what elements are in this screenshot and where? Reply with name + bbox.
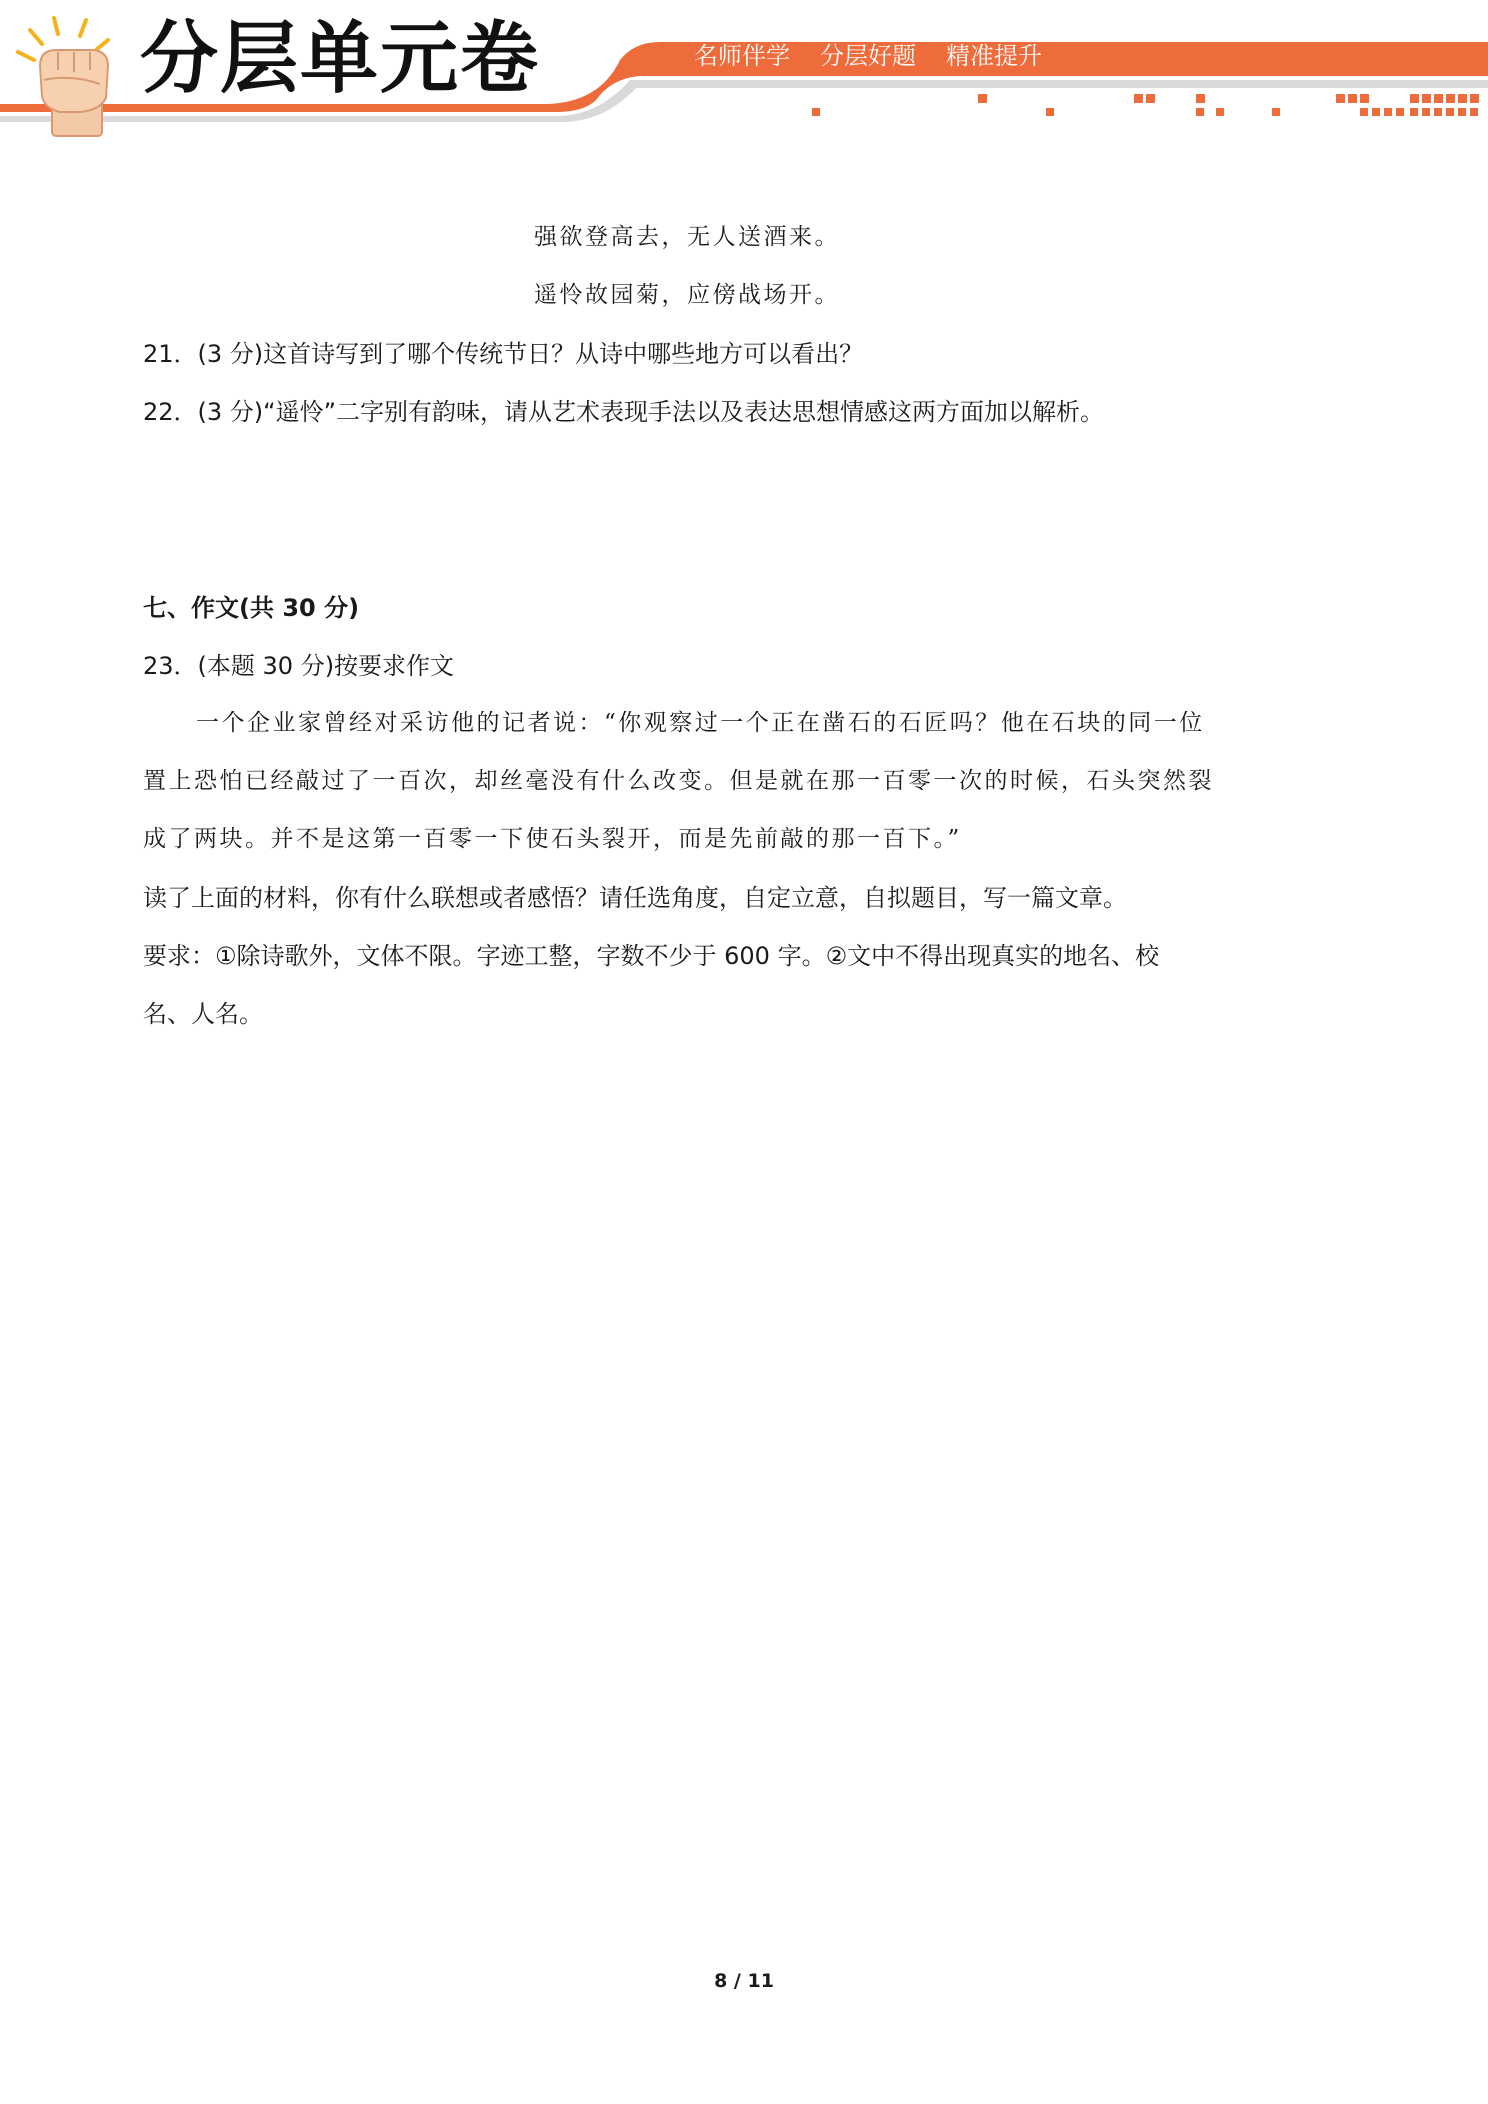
material-line-2: 置上恐怕已经敲过了一百次，却丝毫没有什么改变。但是就在那一百零一次的时候，石头突然裂 (143, 768, 1214, 794)
question-22: 22．(3 分)“遥怜”二字别有韵味，请从艺术表现手法以及表达思想情感这两方面加以解析。 (143, 398, 1105, 426)
requirements-line-1: 要求：①除诗歌外，文体不限。字迹工整，字数不少于 600 字。②文中不得出现真实的地名、校 (143, 942, 1160, 970)
slogan-1: 名师伴学 (694, 42, 790, 70)
poem-line-1: 强欲登高去，无人送酒来。 (534, 224, 840, 250)
writing-prompt: 读了上面的材料，你有什么联想或者感悟？请任选角度，自定立意，自拟题目，写一篇文章。 (143, 884, 1127, 912)
question-21: 21．(3 分)这首诗写到了哪个传统节日？从诗中哪些地方可以看出？ (143, 340, 864, 368)
question-23: 23．(本题 30 分)按要求作文 (143, 652, 455, 680)
decorative-squares (812, 94, 1479, 116)
poem-line-2: 遥怜故园菊，应傍战场开。 (534, 282, 840, 308)
section-heading: 七、作文(共 30 分) (143, 594, 360, 622)
brand-title: 分层单元卷 (140, 14, 541, 104)
page-number: 8 / 11 (714, 1970, 774, 1992)
header-banner (0, 0, 1488, 140)
material-line-3: 成了两块。并不是这第一百零一下使石头裂开，而是先前敲的那一百下。” (143, 826, 962, 852)
material-line-1: 一个企业家曾经对采访他的记者说：“你观察过一个正在凿石的石匠吗？他在石块的同一位 (196, 710, 1205, 736)
requirements-line-2: 名、人名。 (143, 1000, 263, 1028)
slogan-2: 分层好题 (820, 42, 916, 70)
slogan-3: 精准提升 (946, 42, 1042, 70)
